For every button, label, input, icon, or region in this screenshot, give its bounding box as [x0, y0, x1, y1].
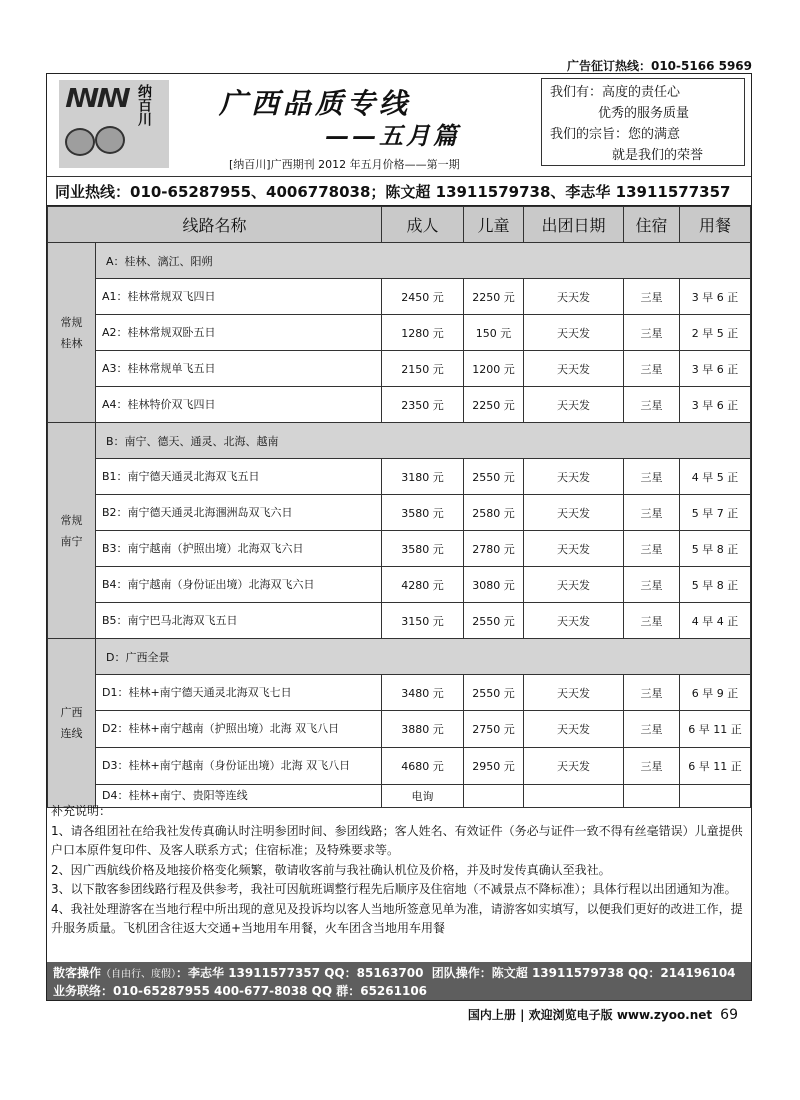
cell-hotel: 三星	[624, 531, 680, 567]
motto-line: 我们有：高度的责任心	[550, 85, 681, 100]
header-adult: 成人	[382, 207, 464, 243]
cell-name: A4：桂林特价双飞四日	[96, 387, 382, 423]
cell-date: 天天发	[524, 279, 624, 315]
route-row	[48, 675, 751, 711]
cell-adult: 4680 元	[382, 748, 464, 785]
operations-bar	[47, 962, 751, 1000]
cell-adult: 2150 元	[382, 351, 464, 387]
cell-child: 3080 元	[464, 567, 524, 603]
cell-date: 天天发	[524, 387, 624, 423]
price-table	[47, 206, 751, 808]
issue-line: [纳百川]广西期刊 2012 年五月价格——第一期	[229, 158, 460, 171]
notes-title: 补充说明：	[51, 804, 112, 818]
cell-hotel: 三星	[624, 387, 680, 423]
cell-meal: 5 早 8 正	[680, 567, 751, 603]
route-row	[48, 567, 751, 603]
cell-adult: 2350 元	[382, 387, 464, 423]
motto-line: 就是我们的荣誉	[612, 148, 704, 163]
header-child: 儿童	[464, 207, 524, 243]
cell-child: 2250 元	[464, 279, 524, 315]
cell-child: 2780 元	[464, 531, 524, 567]
footer	[468, 1006, 738, 1023]
page-subtitle: ——五月篇	[325, 121, 460, 150]
category-label	[48, 639, 96, 808]
cell-date: 天天发	[524, 711, 624, 748]
cell-hotel: 三星	[624, 711, 680, 748]
ops-business: 业务联络：010-65287955 400-677-8038 QQ 群：65261106	[53, 984, 428, 998]
cell-date: 天天发	[524, 675, 624, 711]
group-label: A：桂林、漓江、阳朔	[96, 243, 751, 279]
cell-name: A3：桂林常规单飞五日	[96, 351, 382, 387]
cell-name: D2：桂林+南宁越南（护照出境）北海 双飞八日	[96, 711, 382, 748]
motto-line: 优秀的服务质量	[598, 106, 690, 121]
cell-date: 天天发	[524, 531, 624, 567]
cell-hotel: 三星	[624, 675, 680, 711]
cell-date: 天天发	[524, 748, 624, 785]
ops-label: 散客操作	[53, 966, 102, 980]
cell-adult: 3150 元	[382, 603, 464, 639]
cell-meal: 6 早 11 正	[680, 748, 751, 785]
cell-date: 天天发	[524, 351, 624, 387]
cell-date: 天天发	[524, 495, 624, 531]
note-item: 2、因广西航线价格及地接价格变化频繁，敬请收客前与我社确认机位及价格，并及时发传真确认至我社。	[51, 862, 611, 877]
page-title: 广西品质专线	[219, 87, 412, 120]
group-label: D：广西全景	[96, 639, 751, 675]
note-item: 4、我社处理游客在当地行程中所出现的意见及投诉均以客人当地所签意见单为准，请游客如实填写，以便我们更好的改进工作，提升服务质量。飞机团含往返大交通+当地用车用餐，火车团含当地用车用餐	[51, 901, 743, 935]
cell-hotel: 三星	[624, 315, 680, 351]
category-label	[48, 243, 96, 423]
cell-meal: 3 早 6 正	[680, 351, 751, 387]
cell-name: B2：南宁德天通灵北海涠洲岛双飞六日	[96, 495, 382, 531]
cell-meal: 2 早 5 正	[680, 315, 751, 351]
header-date: 出团日期	[524, 207, 624, 243]
cell-name: B3：南宁越南（护照出境）北海双飞六日	[96, 531, 382, 567]
cell-child: 2550 元	[464, 603, 524, 639]
category-label	[48, 423, 96, 639]
ops-contact: ：李志华 13911577357 QQ：85163700	[176, 966, 424, 980]
cell-child: 2250 元	[464, 387, 524, 423]
notes	[51, 802, 747, 939]
cell-meal: 5 早 7 正	[680, 495, 751, 531]
cell-child: 2950 元	[464, 748, 524, 785]
cell-hotel: 三星	[624, 459, 680, 495]
route-row	[48, 531, 751, 567]
route-row	[48, 711, 751, 748]
cell-name: A1：桂林常规双飞四日	[96, 279, 382, 315]
cell-hotel: 三星	[624, 279, 680, 315]
cell-meal: 4 早 5 正	[680, 459, 751, 495]
cell-child: 2750 元	[464, 711, 524, 748]
cell-child: 1200 元	[464, 351, 524, 387]
brand-name: 纳百川	[136, 84, 152, 126]
note-item: 1、请各组团社在给我社发传真确认时注明参团时间、参团线路；客人姓名、有效证件（务必与证件一致不得有丝毫错误）儿童提供户口本原件复印件、及客人联系方式；住宿标准；及特殊要求等。	[51, 823, 743, 857]
cell-meal: 6 早 9 正	[680, 675, 751, 711]
trade-hotline: 同业热线：010-65287955、4006778038；陈文超 13911579738、李志华 13911577357	[47, 177, 751, 206]
route-row	[48, 495, 751, 531]
route-row	[48, 387, 751, 423]
cell-name: D1：桂林+南宁德天通灵北海双飞七日	[96, 675, 382, 711]
route-row	[48, 315, 751, 351]
category-name: 广西连线	[60, 706, 83, 740]
header-route: 线路名称	[48, 207, 382, 243]
cell-meal: 4 早 4 正	[680, 603, 751, 639]
cell-date: 天天发	[524, 315, 624, 351]
route-row	[48, 351, 751, 387]
motto-box	[541, 78, 745, 166]
cell-meal: 5 早 8 正	[680, 531, 751, 567]
cell-hotel: 三星	[624, 495, 680, 531]
route-row	[48, 279, 751, 315]
route-row	[48, 748, 751, 785]
footer-text: 国内上册 | 欢迎浏览电子版 www.zyoo.net	[467, 1008, 713, 1022]
cell-adult: 2450 元	[382, 279, 464, 315]
cell-meal: 6 早 11 正	[680, 711, 751, 748]
cell-adult: 3480 元	[382, 675, 464, 711]
cell-adult: 电询	[382, 785, 464, 808]
ops-note: （自由行、度假）	[101, 969, 177, 980]
brand-logo: ꟿꟿ 纳百川	[59, 80, 169, 168]
cell-date: 天天发	[524, 603, 624, 639]
route-row	[48, 603, 751, 639]
cell-name: A2：桂林常规双卧五日	[96, 315, 382, 351]
cell-hotel: 三星	[624, 351, 680, 387]
cell-name: B1：南宁德天通灵北海双飞五日	[96, 459, 382, 495]
cell-adult: 3580 元	[382, 495, 464, 531]
cell-hotel: 三星	[624, 567, 680, 603]
ops-team: 团队操作：陈文超 13911579738 QQ：214196104	[431, 966, 736, 980]
category-name: 常规桂林	[60, 315, 83, 350]
cell-name: D4：桂林+南宁、贵阳等连线	[96, 785, 382, 808]
ad-hotline: 广告征订热线：010-5166 5969	[566, 59, 752, 73]
motto-line: 我们的宗旨：您的满意	[550, 127, 681, 142]
cell-hotel: 三星	[624, 748, 680, 785]
note-item: 3、以下散客参团线路行程及供参考，我社可因航班调整行程先后顺序及住宿地（不减景点不降标准）；具体行程以出团通知为准。	[51, 882, 737, 896]
cell-date: 天天发	[524, 567, 624, 603]
cell-date: 天天发	[524, 459, 624, 495]
cell-name: B5：南宁巴马北海双飞五日	[96, 603, 382, 639]
cell-adult: 3580 元	[382, 531, 464, 567]
cell-meal: 3 早 6 正	[680, 279, 751, 315]
page-frame	[46, 73, 752, 1001]
group-label: B：南宁、德天、通灵、北海、越南	[96, 423, 751, 459]
cell-adult: 3880 元	[382, 711, 464, 748]
cell-child: 2550 元	[464, 675, 524, 711]
header	[47, 74, 751, 177]
category-name: 常规南宁	[60, 513, 83, 548]
header-meal: 用餐	[680, 207, 751, 243]
cell-name: B4：南宁越南（身份证出境）北海双飞六日	[96, 567, 382, 603]
page-number: 69	[720, 1007, 738, 1023]
cell-meal: 3 早 6 正	[680, 387, 751, 423]
cell-child: 150 元	[464, 315, 524, 351]
cell-name: D3：桂林+南宁越南（身份证出境）北海 双飞八日	[96, 748, 382, 785]
cell-adult: 1280 元	[382, 315, 464, 351]
cell-adult: 3180 元	[382, 459, 464, 495]
cell-hotel: 三星	[624, 603, 680, 639]
cell-child: 2550 元	[464, 459, 524, 495]
route-row	[48, 459, 751, 495]
cell-child: 2580 元	[464, 495, 524, 531]
header-hotel: 住宿	[624, 207, 680, 243]
cell-adult: 4280 元	[382, 567, 464, 603]
